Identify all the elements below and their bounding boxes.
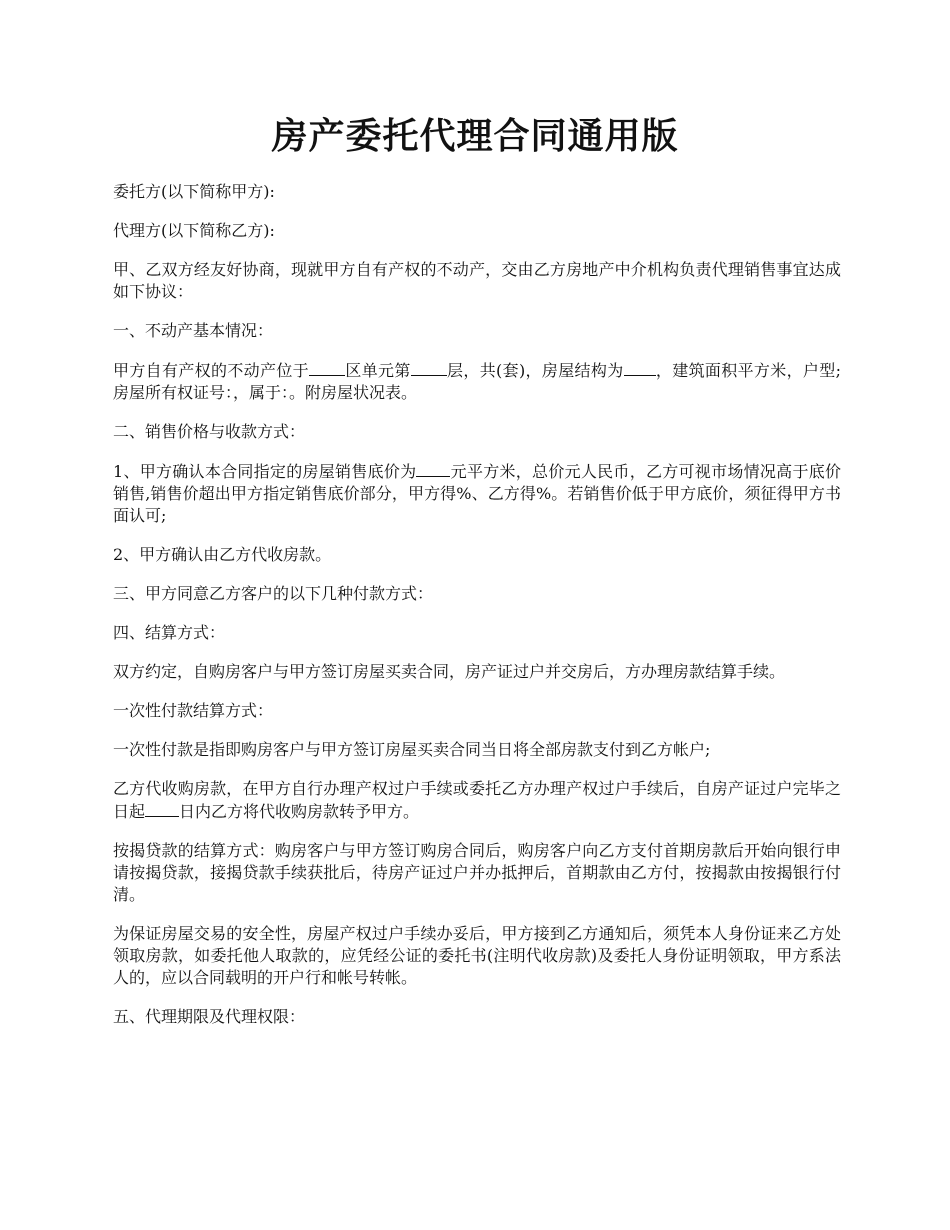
text-segment: 区单元第 <box>345 361 411 380</box>
text-segment: 日内乙方将代收购房款转予甲方。 <box>179 802 420 821</box>
page-title: 房产委托代理合同通用版 <box>271 115 679 157</box>
section-heading-property: 一、不动产基本情况： <box>113 321 274 340</box>
text-segment: 1、甲方确认本合同指定的房屋销售底价为 <box>113 462 417 481</box>
text-segment: 层，共(套)，房屋结构为 <box>446 361 624 380</box>
text-segment: 甲方自有产权的不动产位于 <box>113 361 310 380</box>
text-segment: 乙方代收购房款，在甲方自行办理产权过户手续或委托乙方办理产权过户手续后，自房产证过户完毕之日起 <box>113 779 841 821</box>
paragraph-collection: 2、甲方确认由乙方代收房款。 <box>113 545 332 564</box>
paragraph-agent: 代理方(以下简称乙方): <box>113 221 275 240</box>
blank-line <box>624 359 656 376</box>
section-heading-settlement: 四、结算方式： <box>113 623 226 642</box>
paragraph-property-details <box>113 359 841 404</box>
paragraph-mortgage-settlement: 按揭贷款的结算方式：购房客户与甲方签订购房合同后，购房客户向乙方支付首期房款后开始向银行申请按揭贷款，接揭贷款手续获批后，待房产证过户并办抵押后，首期款由乙方付，按揭款由按揭银行付清。 <box>113 841 841 904</box>
paragraph-preamble: 甲、乙双方经友好协商，现就甲方自有产权的不动产，交由乙方房地产中介机构负责代理销售事宜达成如下协议： <box>113 260 841 301</box>
blank-line <box>411 359 447 376</box>
section-heading-term: 五、代理期限及代理权限： <box>113 1007 306 1026</box>
subheading-lump-sum: 一次性付款结算方式： <box>113 701 274 720</box>
paragraph-lump-sum-definition: 一次性付款是指即购房客户与甲方签订房屋买卖合同当日将全部房款支付到乙方帐户; <box>113 740 711 759</box>
blank-line <box>145 800 179 817</box>
paragraph-price-terms <box>113 460 841 527</box>
blank-line <box>416 460 450 477</box>
paragraph-security: 为保证房屋交易的安全性，房屋产权过户手续办妥后，甲方接到乙方通知后，须凭本人身份证来乙方处领取房款，如委托他人取款的，应凭经公证的委托书(注明代收房款)及委托人身份证明领取，甲方系法人的，应以合同载明的开户行和帐号转帐。 <box>113 924 841 987</box>
section-heading-price: 二、销售价格与收款方式： <box>113 422 306 441</box>
document-body <box>113 181 841 1045</box>
blank-line <box>309 359 345 376</box>
text-segment: ，建筑面积平方米，户型;房屋所有权证号：，属于：。附房屋状况表。 <box>113 361 841 402</box>
paragraph-transfer-terms <box>113 778 841 823</box>
section-heading-payment-methods: 三、甲方同意乙方客户的以下几种付款方式： <box>113 584 434 603</box>
text-segment: 元平方米，总价元人民币，乙方可视市场情况高于底价销售,销售价超出甲方指定销售底价部分，甲方得%、乙方得%。若销售价低于甲方底价，须征得甲方书面认可; <box>113 462 841 525</box>
paragraph-principal: 委托方(以下简称甲方): <box>113 182 275 201</box>
paragraph-settlement-agreement: 双方约定，自购房客户与甲方签订房屋买卖合同，房产证过户并交房后，方办理房款结算手续。 <box>113 662 786 681</box>
